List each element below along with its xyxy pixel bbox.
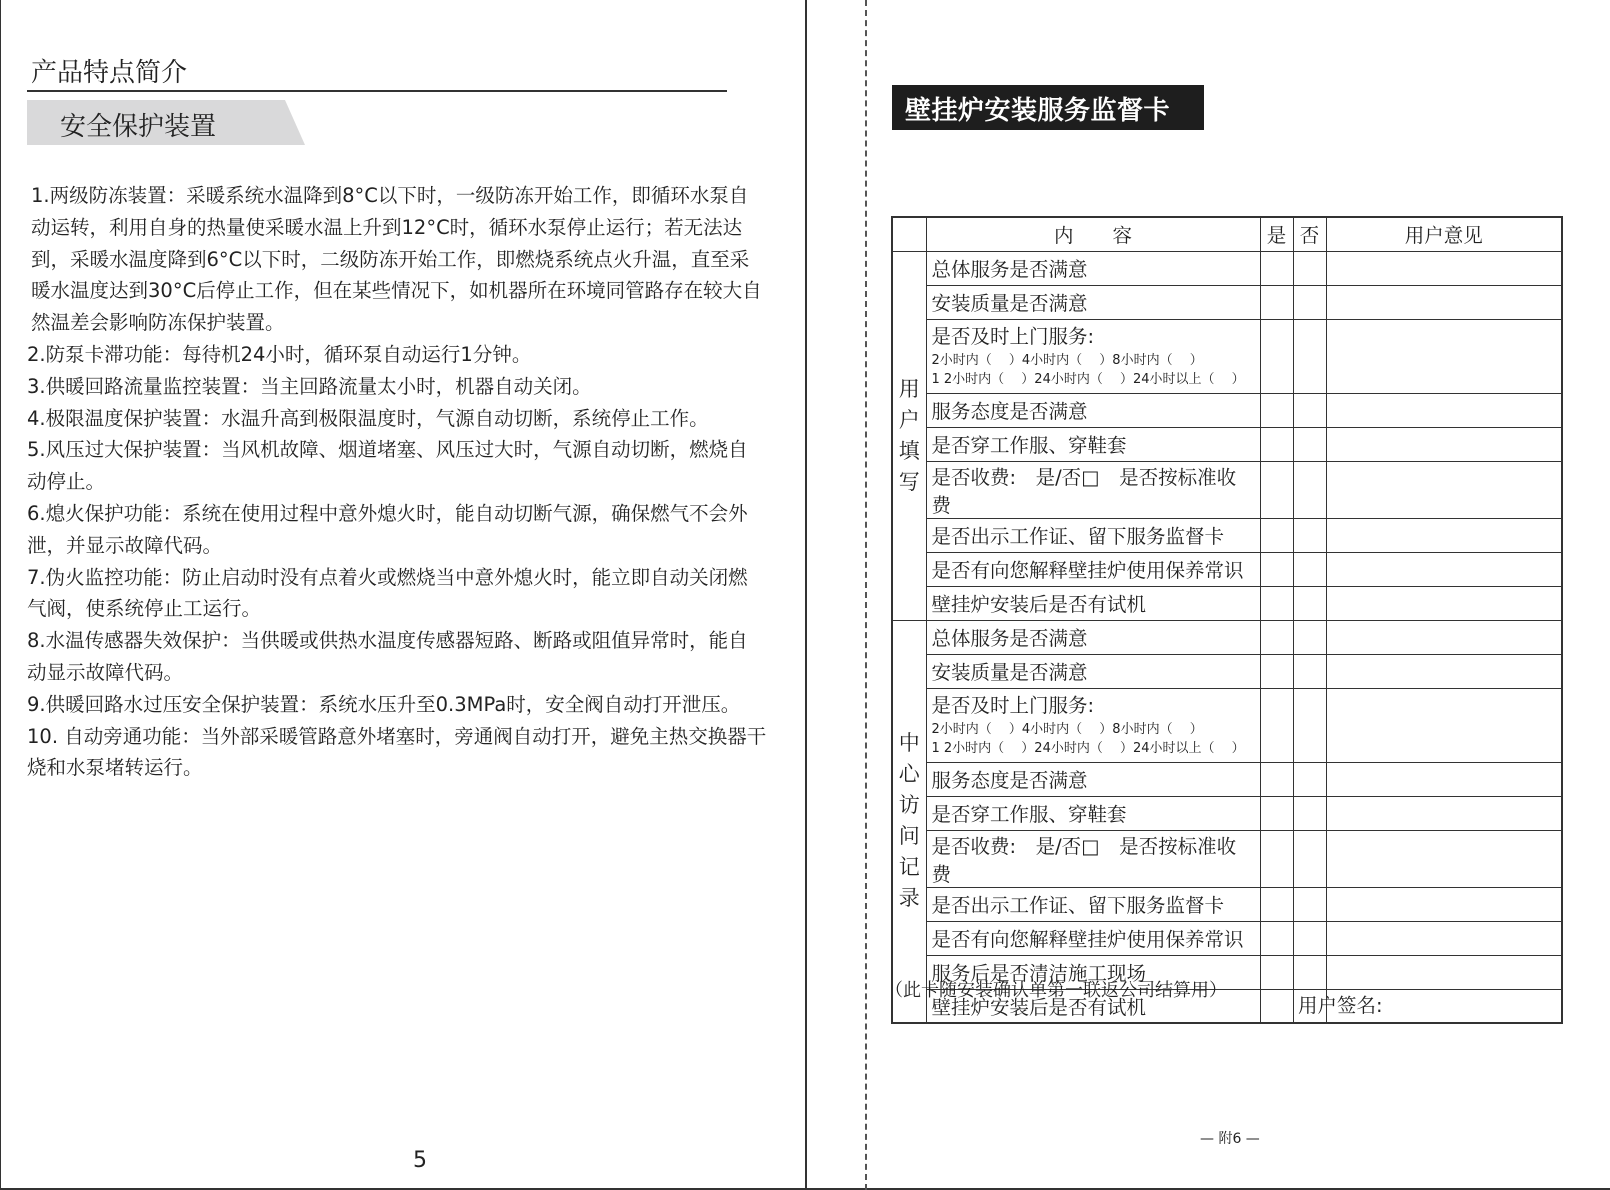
opinion-cell[interactable] — [1326, 955, 1562, 989]
yes-cell[interactable] — [1260, 762, 1293, 796]
feature-item: 10. 自动旁通功能：当外部采暖管路意外堵塞时，旁通阀自动打开，避免主热交换器干烧和水泵堵转运行。 — [27, 724, 767, 780]
yes-cell[interactable] — [1260, 688, 1293, 762]
header-no: 否 — [1293, 217, 1326, 251]
card-title: 壁挂炉安装服务监督卡 — [905, 96, 1171, 126]
cut-line — [865, 0, 867, 1190]
no-cell[interactable] — [1293, 654, 1326, 688]
yes-cell[interactable] — [1260, 955, 1293, 989]
page-divider — [805, 0, 807, 1190]
feature-item: 7.伪火监控功能：防止启动时没有点着火或燃烧当中意外熄火时，能立即自动关闭燃气阀，使系统停止工运行。 — [27, 565, 748, 621]
no-cell[interactable] — [1293, 620, 1326, 654]
supervision-table — [891, 216, 1563, 1024]
chapter-title: 产品特点简介 — [31, 58, 188, 88]
no-cell[interactable] — [1293, 518, 1326, 552]
timing-options: 1 2小时内（ ）24小时内（ ）24小时以上（ ） — [931, 372, 1245, 387]
yes-cell[interactable] — [1260, 586, 1293, 620]
signature-label: 用户签名: — [1298, 994, 1383, 1017]
opinion-cell[interactable] — [1326, 319, 1562, 393]
table-row: 是否有向您解释壁挂炉使用保养常识 — [892, 552, 1562, 586]
yes-cell[interactable] — [1260, 654, 1293, 688]
no-cell[interactable] — [1293, 552, 1326, 586]
no-cell[interactable] — [1293, 251, 1326, 285]
yes-cell[interactable] — [1260, 285, 1293, 319]
yes-cell[interactable] — [1260, 251, 1293, 285]
opinion-cell[interactable] — [1326, 688, 1562, 762]
table-row: 是否有向您解释壁挂炉使用保养常识 — [892, 921, 1562, 955]
table-row: 是否及时上门服务: 2小时内（ ）4小时内（ ）8小时内（ ） 1 2小时内（ ）24小时内（ ）24小时以上（ ） — [892, 319, 1562, 393]
timing-options: 1 2小时内（ ）24小时内（ ）24小时以上（ ） — [931, 741, 1245, 756]
yes-cell[interactable] — [1260, 552, 1293, 586]
yes-cell[interactable] — [1260, 461, 1293, 518]
feature-list — [27, 180, 767, 784]
section-title: 安全保护装置 — [60, 112, 217, 142]
page-border-left — [0, 0, 1, 1190]
table-row: 是否收费: 是/否□ 是否按标准收费 — [892, 461, 1562, 518]
yes-cell[interactable] — [1260, 887, 1293, 921]
opinion-cell[interactable] — [1326, 518, 1562, 552]
title-rule — [27, 90, 727, 92]
table-row: 壁挂炉安装后是否有试机 — [892, 586, 1562, 620]
opinion-cell[interactable] — [1326, 830, 1562, 887]
yes-cell[interactable] — [1260, 518, 1293, 552]
table-row: 服务态度是否满意 — [892, 393, 1562, 427]
opinion-cell[interactable] — [1326, 461, 1562, 518]
feature-item: 9.供暖回路水过压安全保护装置：系统水压升至0.3MPa时，安全阀自动打开泄压。 — [27, 692, 741, 716]
no-cell[interactable] — [1293, 427, 1326, 461]
appendix-page-number: — 附6 — — [1200, 1131, 1260, 1147]
opinion-cell[interactable] — [1326, 921, 1562, 955]
table-row: 安装质量是否满意 — [892, 654, 1562, 688]
opinion-cell[interactable] — [1326, 796, 1562, 830]
opinion-cell[interactable] — [1326, 251, 1562, 285]
opinion-cell[interactable] — [1326, 285, 1562, 319]
yes-cell[interactable] — [1260, 427, 1293, 461]
no-cell[interactable] — [1293, 688, 1326, 762]
opinion-cell[interactable] — [1326, 620, 1562, 654]
yes-cell[interactable] — [1260, 620, 1293, 654]
feature-item: 6.熄火保护功能：系统在使用过程中意外熄火时，能自动切断气源，确保燃气不会外泄，并显示故障代码。 — [27, 501, 748, 557]
feature-item: 8.水温传感器失效保护：当供暖或供热水温度传感器短路、断路或阻值异常时，能自动显示故障代码。 — [27, 629, 748, 684]
no-cell[interactable] — [1293, 393, 1326, 427]
opinion-cell[interactable] — [1326, 887, 1562, 921]
table-row: 是否收费: 是/否□ 是否按标准收费 — [892, 830, 1562, 887]
no-cell[interactable] — [1293, 319, 1326, 393]
feature-item: 3.供暖回路流量监控装置：当主回路流量太小时，机器自动关闭。 — [27, 374, 592, 398]
no-cell[interactable] — [1293, 887, 1326, 921]
table-row: 服务后是否清洁施工现场 — [892, 955, 1562, 989]
opinion-cell[interactable] — [1326, 393, 1562, 427]
yes-cell[interactable] — [1260, 989, 1293, 1023]
no-cell[interactable] — [1293, 796, 1326, 830]
no-cell[interactable] — [1293, 285, 1326, 319]
feature-item: 2.防泵卡滞功能：每待机24小时，循环泵自动运行1分钟。 — [27, 342, 532, 366]
opinion-cell[interactable] — [1326, 654, 1562, 688]
header-opinion: 用户意见 — [1326, 217, 1562, 251]
table-row: 中 心 访 问 记 录 总体服务是否满意 — [892, 620, 1562, 654]
feature-item: 4.极限温度保护装置：水温升高到极限温度时，气源自动切断，系统停止工作。 — [27, 406, 709, 430]
opinion-cell[interactable] — [1326, 762, 1562, 796]
table-row: 是否出示工作证、留下服务监督卡 — [892, 887, 1562, 921]
group-label-user: 用 户 填 写 — [892, 251, 926, 620]
feature-item: 5.风压过大保护装置：当风机故障、烟道堵塞、风压过大时，气源自动切断，燃烧自动停止。 — [27, 438, 748, 494]
table-row: 服务态度是否满意 — [892, 762, 1562, 796]
table-row: 是否出示工作证、留下服务监督卡 — [892, 518, 1562, 552]
table-row: 是否及时上门服务: 2小时内（ ）4小时内（ ）8小时内（ ） 1 2小时内（ ）24小时内（ ）24小时以上（ ） — [892, 688, 1562, 762]
opinion-cell[interactable] — [1326, 427, 1562, 461]
yes-cell[interactable] — [1260, 921, 1293, 955]
table-header-row — [892, 217, 1562, 251]
yes-cell[interactable] — [1260, 796, 1293, 830]
yes-cell[interactable] — [1260, 393, 1293, 427]
no-cell[interactable] — [1293, 586, 1326, 620]
no-cell[interactable] — [1293, 762, 1326, 796]
yes-cell[interactable] — [1260, 319, 1293, 393]
no-cell[interactable] — [1293, 921, 1326, 955]
feature-item: 1.两级防冻装置：采暖系统水温降到8°C以下时，一级防冻开始工作，即循环水泵自动运转，利用自身的热量使采暖水温上升到12°C时，循环水泵停止运行；若无法达到，采暖水温度降到6°C以下时，二级防冻开始工作，即燃烧系统点火升温，直至采暖水温度达到30°C后停止工作，但在某些情况下，如机器所在环境同管路存在较大自然温差会影响防冻保护装置。 — [31, 184, 762, 335]
header-content: 内 容 — [926, 217, 1260, 251]
settlement-note: （此卡随安装确认单第一联返公司结算用） — [885, 980, 1227, 1001]
table-row: 壁挂炉安装后是否有试机 — [892, 989, 1562, 1023]
no-cell[interactable] — [1293, 955, 1326, 989]
opinion-cell[interactable] — [1326, 552, 1562, 586]
table-row: 是否穿工作服、穿鞋套 — [892, 796, 1562, 830]
page-number: 5 — [413, 1148, 427, 1173]
table-row: 用 户 填 写 总体服务是否满意 — [892, 251, 1562, 285]
timing-options: 2小时内（ ）4小时内（ ）8小时内（ ） — [931, 353, 1203, 368]
group-label-center: 中 心 访 问 记 录 — [892, 620, 926, 1023]
opinion-cell[interactable] — [1326, 586, 1562, 620]
table-row: 是否穿工作服、穿鞋套 — [892, 427, 1562, 461]
table-row: 安装质量是否满意 — [892, 285, 1562, 319]
no-cell[interactable] — [1293, 461, 1326, 518]
no-cell[interactable] — [1293, 830, 1326, 887]
header-yes: 是 — [1260, 217, 1293, 251]
yes-cell[interactable] — [1260, 830, 1293, 887]
timing-options: 2小时内（ ）4小时内（ ）8小时内（ ） — [931, 722, 1203, 737]
